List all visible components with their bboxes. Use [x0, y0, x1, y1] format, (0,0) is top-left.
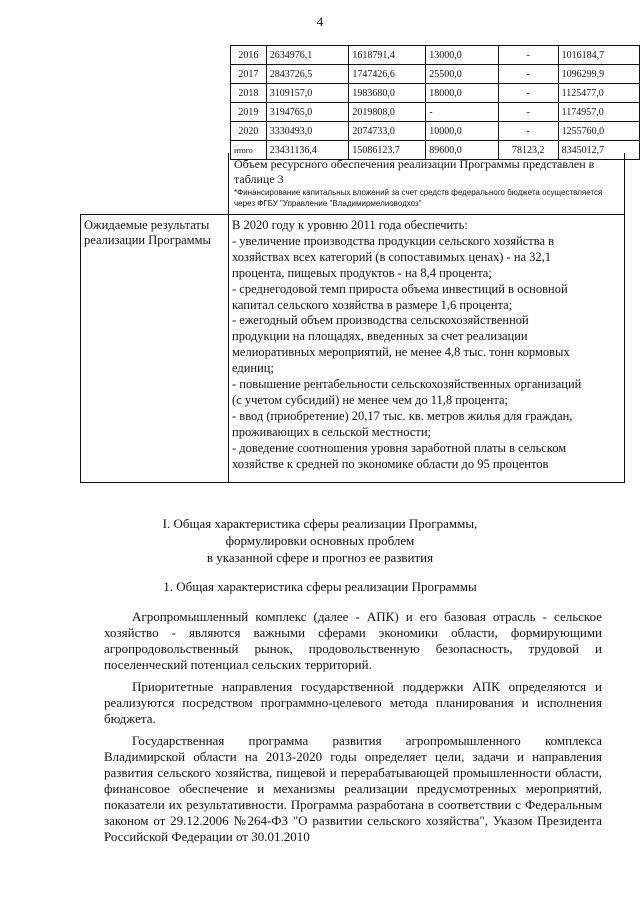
- amount-cell: 1747426,6: [349, 65, 426, 84]
- table-border-left: [228, 153, 229, 483]
- section-heading-line: I. Общая характеристика сферы реализации Программы,: [162, 516, 478, 531]
- amount-cell: 3109157,0: [266, 84, 349, 103]
- expected-results-cell: [232, 218, 622, 473]
- table-border-right: [624, 153, 625, 483]
- amount-cell: 1174957,0: [558, 103, 639, 122]
- expected-result-line: хозяйствах всех категорий (в сопоставимых ценах) - на 32,1: [232, 249, 552, 264]
- amount-cell: 78123,2: [498, 141, 558, 160]
- expected-results-label: Ожидаемые результаты реализации Программы: [84, 218, 211, 247]
- amount-cell: 1125477,0: [558, 84, 639, 103]
- year-cell: итого: [231, 141, 267, 160]
- amount-cell: 1255760,0: [558, 122, 639, 141]
- amount-cell: 89600,0: [426, 141, 499, 160]
- amount-cell: 25500,0: [426, 65, 499, 84]
- amount-cell: 2019808,0: [349, 103, 426, 122]
- amount-cell: 18000,0: [426, 84, 499, 103]
- amount-cell: -: [426, 103, 499, 122]
- amount-cell: 3330493,0: [266, 122, 349, 141]
- table-row: [231, 103, 640, 122]
- amount-cell: -: [498, 65, 558, 84]
- expected-result-line: (с учетом субсидий) не менее чем до 11,8 процента;: [232, 392, 508, 407]
- amount-cell: 8345012,7: [558, 141, 639, 160]
- expected-result-line: мелиоративных мероприятий, не менее 4,8 тыс. тонн кормовых: [232, 345, 570, 360]
- amount-cell: -: [498, 103, 558, 122]
- table-row: [231, 46, 640, 65]
- expected-result-line: - доведение соотношения уровня заработной платы в сельском: [232, 440, 567, 455]
- year-cell: 2016: [231, 46, 267, 65]
- body-text: [104, 609, 602, 845]
- amount-cell: 13000,0: [426, 46, 499, 65]
- table-row: [231, 84, 640, 103]
- expected-result-line: - увеличение производства продукции сельского хозяйства в: [232, 233, 555, 248]
- table-row: [231, 65, 640, 84]
- year-cell: 2020: [231, 122, 267, 141]
- amount-cell: 1016184,7: [558, 46, 639, 65]
- table-border-bottom: [80, 482, 625, 483]
- expected-result-line: единиц;: [232, 361, 274, 376]
- amount-cell: -: [498, 84, 558, 103]
- amount-cell: 3194765,0: [266, 103, 349, 122]
- expected-result-line: процента, пищевых продуктов - на 8,4 процента;: [232, 265, 492, 280]
- expected-result-line: В 2020 году к уровню 2011 года обеспечить:: [232, 218, 468, 232]
- paragraph: Агропромышленный комплекс (далее - АПК) и его базовая отрасль - сельское хозяйство - являются важными сферами экономики области, формирующими агропродовольственный рынок, продовольственную безопасность, трудовой и поселенческий потенциал сельских территорий.: [104, 609, 602, 672]
- expected-result-line: - среднегодовой темп прироста объема инвестиций в основной: [232, 281, 568, 296]
- volume-cell: [234, 157, 614, 209]
- subsection-heading: 1. Общая характеристика сферы реализации Программы: [163, 579, 477, 594]
- table-row-divider: [80, 214, 625, 215]
- paragraph: Государственная программа развития агропромышленного комплекса Владимирской области на 2013-2020 годы определяет цели, задачи и направления развития сельского хозяйства, пищевой и перерабатывающей промышленности области, финансовое обеспечение и механизмы реализации предусмотренных мероприятий, показатели их результативности. Программа разработана в соответствии с Федеральным законом от 29.12.2006 №264-ФЗ "О развитии сельского хозяйства", Указом Президента Российской Федерации от 30.01.2010: [104, 733, 602, 844]
- amount-cell: -: [498, 122, 558, 141]
- amount-cell: 1096299,9: [558, 65, 639, 84]
- expected-result-line: - ежегодный объем производства сельскохозяйственной: [232, 313, 529, 328]
- amount-cell: 10000,0: [426, 122, 499, 141]
- funding-table: [230, 45, 640, 160]
- amount-cell: 2074733,0: [349, 122, 426, 141]
- expected-result-line: проживающих в сельской местности;: [232, 424, 431, 439]
- volume-text: Объем ресурсного обеспечения реализации Программы представлен в таблице 3: [234, 157, 595, 186]
- amount-cell: 1618791,4: [349, 46, 426, 65]
- section-heading: [0, 515, 640, 566]
- expected-result-line: хозяйстве к средней по экономике области до 95 процентов: [232, 456, 549, 471]
- table-row: [231, 122, 640, 141]
- section-heading-line: в указанной сфере и прогноз ее развития: [206, 550, 434, 565]
- table-border-outer-left: [80, 214, 81, 483]
- year-cell: 2017: [231, 65, 267, 84]
- amount-cell: 2843726,5: [266, 65, 349, 84]
- year-cell: 2019: [231, 103, 267, 122]
- volume-footnote: *Финансирование капитальных вложений за счет средств федерального бюджета осуществляется через ФГБУ "Управление "Владимирмелиоводхоз": [234, 188, 603, 208]
- amount-cell: -: [498, 46, 558, 65]
- year-cell: 2018: [231, 84, 267, 103]
- amount-cell: 15086123,7: [349, 141, 426, 160]
- expected-result-line: - ввод (приобретение) 20,17 тыс. кв. метров жилья для граждан,: [232, 408, 573, 423]
- expected-result-line: - повышение рентабельности сельскохозяйственных организаций: [232, 377, 582, 392]
- amount-cell: 23431136,4: [266, 141, 349, 160]
- paragraph: Приоритетные направления государственной поддержки АПК определяются и реализуются посредством программно-целевого метода планирования и исполнения бюджета.: [104, 679, 602, 726]
- expected-result-line: продукции на площадях, введенных за счет реализации: [232, 329, 528, 344]
- amount-cell: 2634976,1: [266, 46, 349, 65]
- page-number: 4: [316, 14, 324, 29]
- section-heading-line: формулировки основных проблем: [225, 533, 415, 548]
- amount-cell: 1983680,0: [349, 84, 426, 103]
- expected-result-line: капитал сельского хозяйства в размере 1,6 процента;: [232, 297, 513, 312]
